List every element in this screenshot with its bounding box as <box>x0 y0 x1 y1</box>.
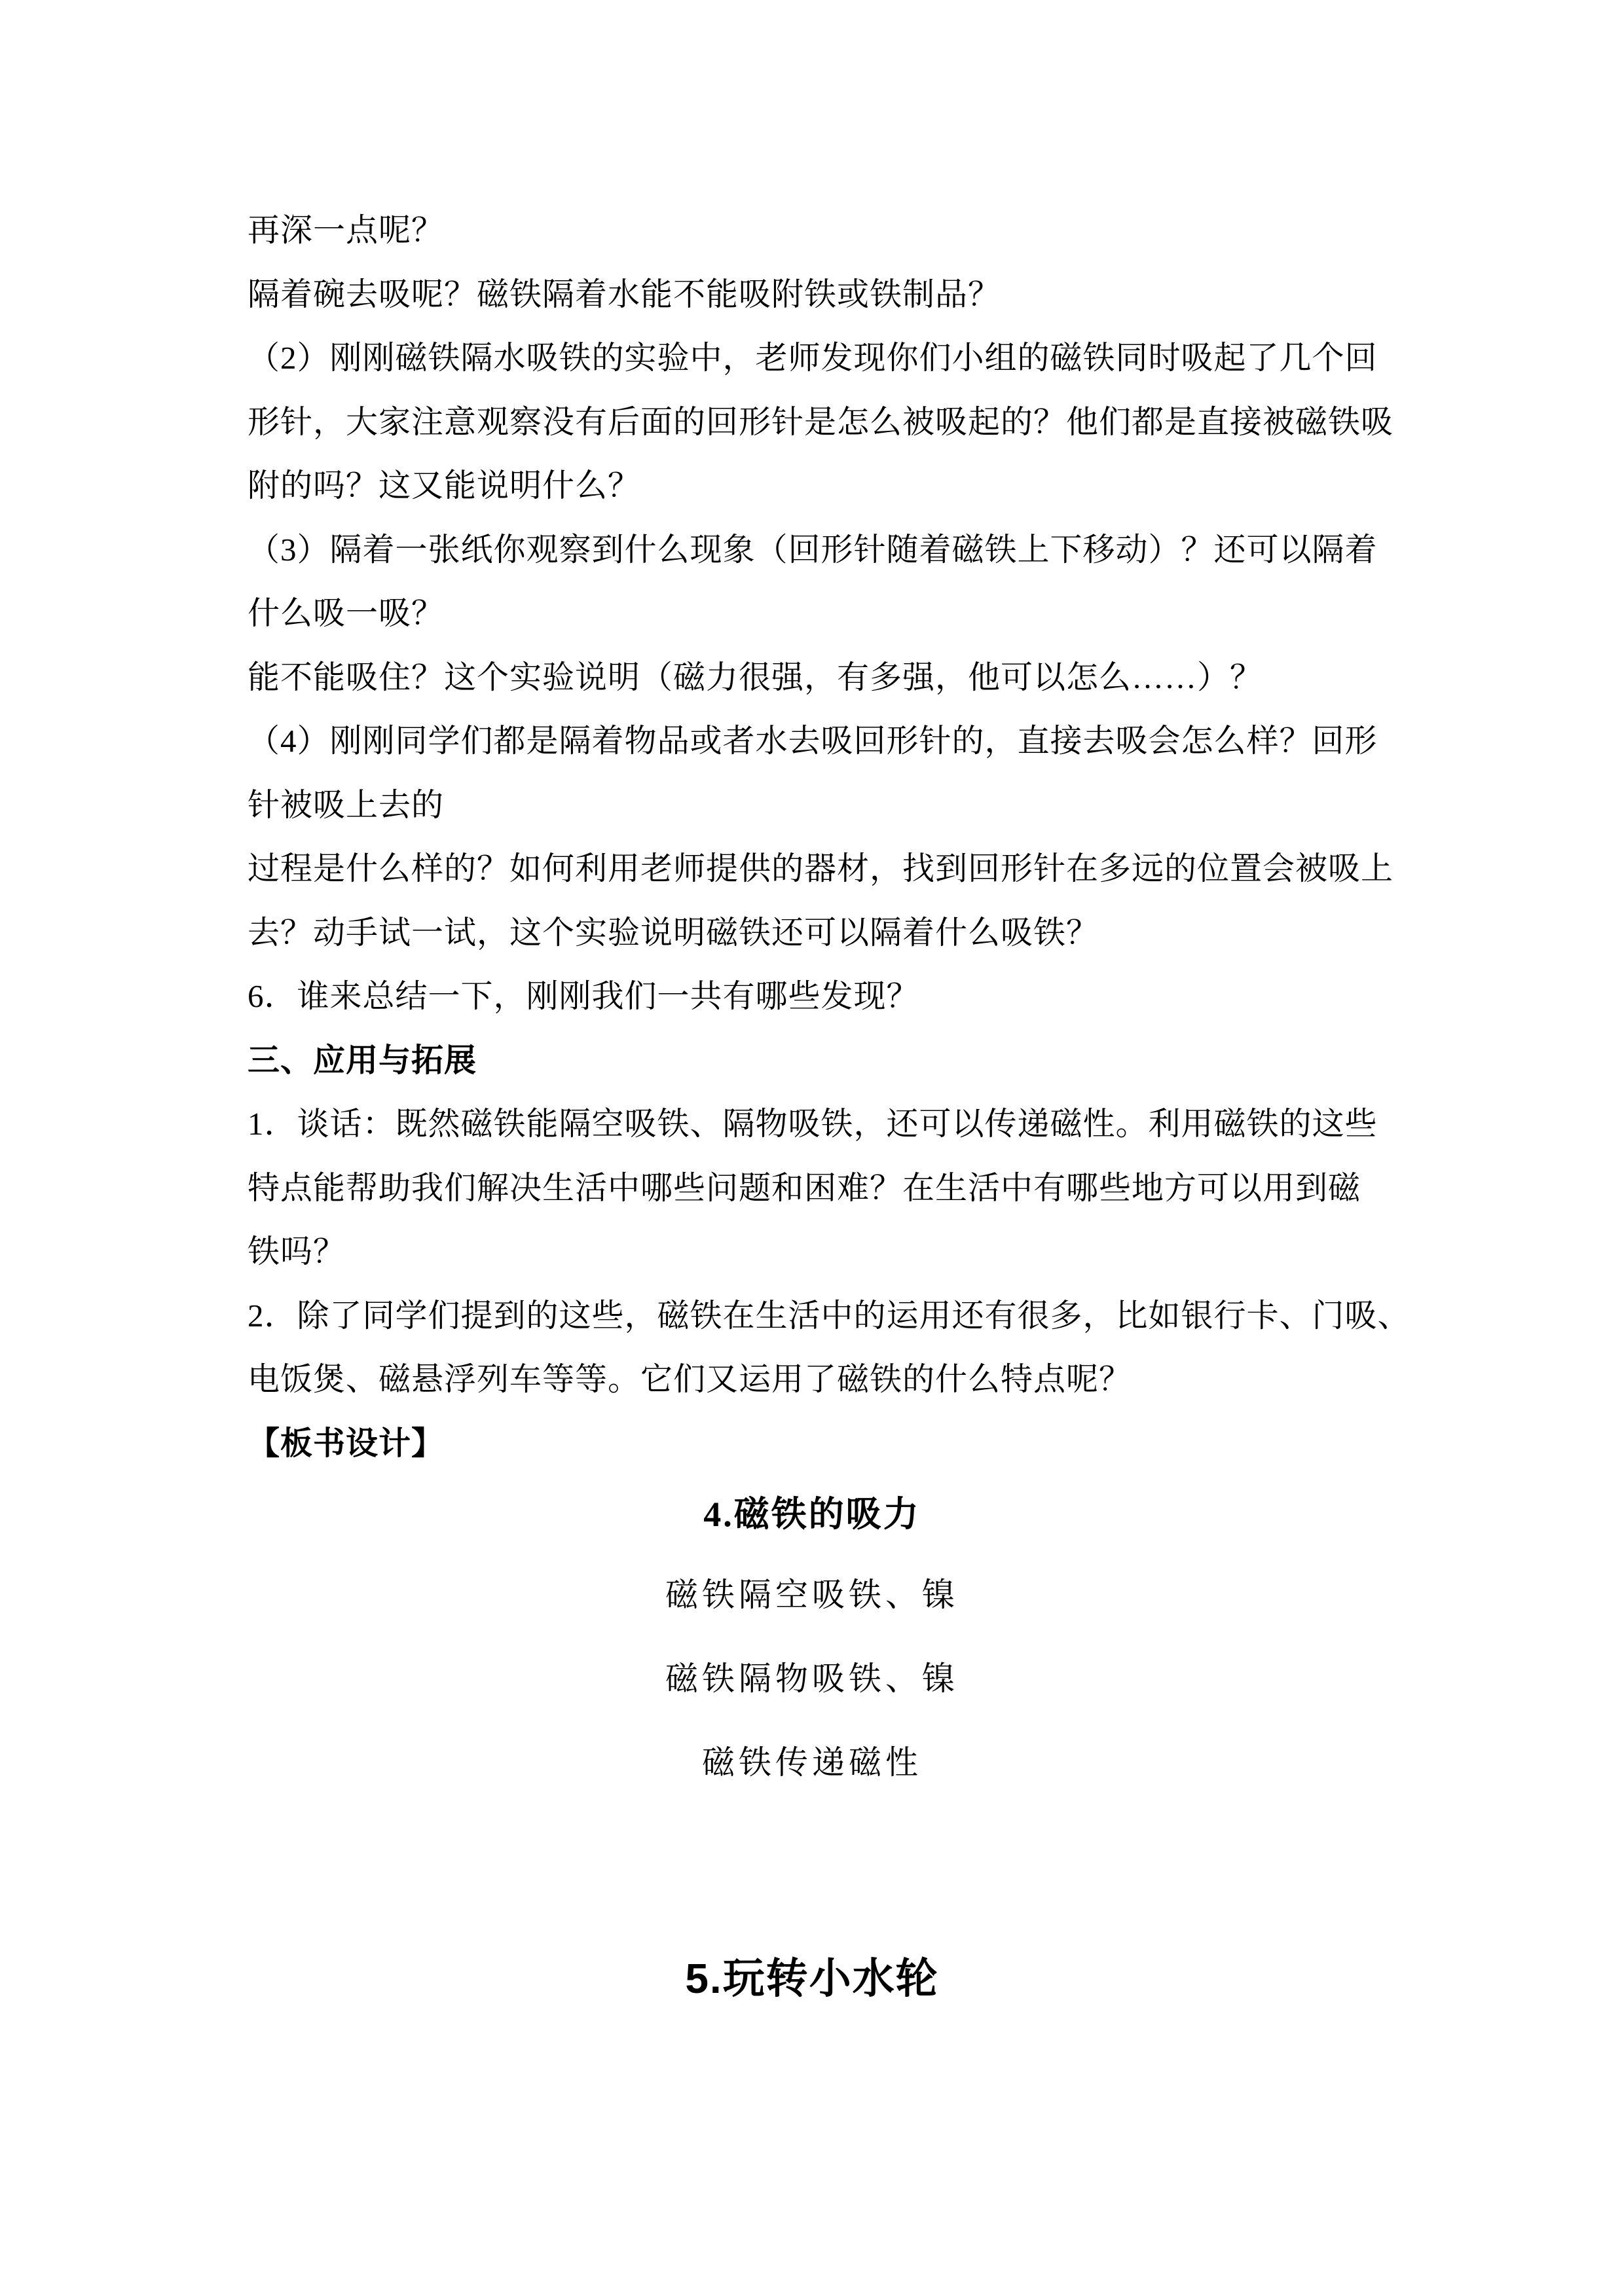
text-line: 针被吸上去的 <box>248 786 445 823</box>
text-line: （4）刚刚同学们都是隔着物品或者水去吸回形针的，直接去吸会怎么样？回形 <box>248 723 1378 759</box>
board-design-line: 磁铁隔物吸铁、镍 <box>665 1660 959 1697</box>
text-line: 什么吸一吸？ <box>248 595 445 631</box>
text-line: 去？动手试一试，这个实验说明磁铁还可以隔着什么吸铁？ <box>248 914 1099 951</box>
text-line: 过程是什么样的？如何利用老师提供的器材，找到回形针在多远的位置会被吸上 <box>248 850 1394 886</box>
board-design-lines <box>0 1553 1624 1804</box>
text-line: 能不能吸住？这个实验说明（磁力很强，有多强，他可以怎么……）？ <box>248 659 1263 695</box>
board-design-title: 4.磁铁的吸力 <box>703 1495 921 1534</box>
text-line: 铁吗？ <box>248 1233 346 1269</box>
text-line: （2）刚刚磁铁隔水吸铁的实验中，老师发现你们小组的磁铁同时吸起了几个回 <box>248 340 1378 376</box>
text-line: （3）隔着一张纸你观察到什么现象（回形针随着磁铁上下移动）？还可以隔着 <box>248 531 1378 568</box>
text-line: 三、应用与拓展 <box>248 1042 477 1078</box>
text-line: 附的吗？这又能说明什么？ <box>248 467 641 503</box>
text-line: 电饭煲、磁悬浮列车等等。它们又运用了磁铁的什么特点呢？ <box>248 1361 1132 1397</box>
text-line: 再深一点呢？ <box>248 212 445 248</box>
text-line: 隔着碗去吸呢？磁铁隔着水能不能吸附铁或铁制品？ <box>248 276 1001 312</box>
text-line: 1．谈话：既然磁铁能隔空吸铁、隔物吸铁，还可以传递磁性。利用磁铁的这些 <box>248 1106 1378 1142</box>
board-design-line: 磁铁传递磁性 <box>702 1744 922 1781</box>
text-line: 特点能帮助我们解决生活中哪些问题和困难？在生活中有哪些地方可以用到磁 <box>248 1169 1361 1206</box>
board-design-line: 磁铁隔空吸铁、镍 <box>665 1576 959 1613</box>
next-lesson-title: 5.玩转小水轮 <box>685 1955 939 2002</box>
text-line: 形针，大家注意观察没有后面的回形针是怎么被吸起的？他们都是直接被磁铁吸 <box>248 403 1394 440</box>
lesson-plan-body <box>248 198 1441 1475</box>
text-line: 2．除了同学们提到的这些，磁铁在生活中的运用还有很多，比如银行卡、门吸、 <box>248 1297 1411 1334</box>
text-line: 【板书设计】 <box>248 1425 445 1461</box>
text-line: 6．谁来总结一下，刚刚我们一共有哪些发现？ <box>248 978 919 1014</box>
